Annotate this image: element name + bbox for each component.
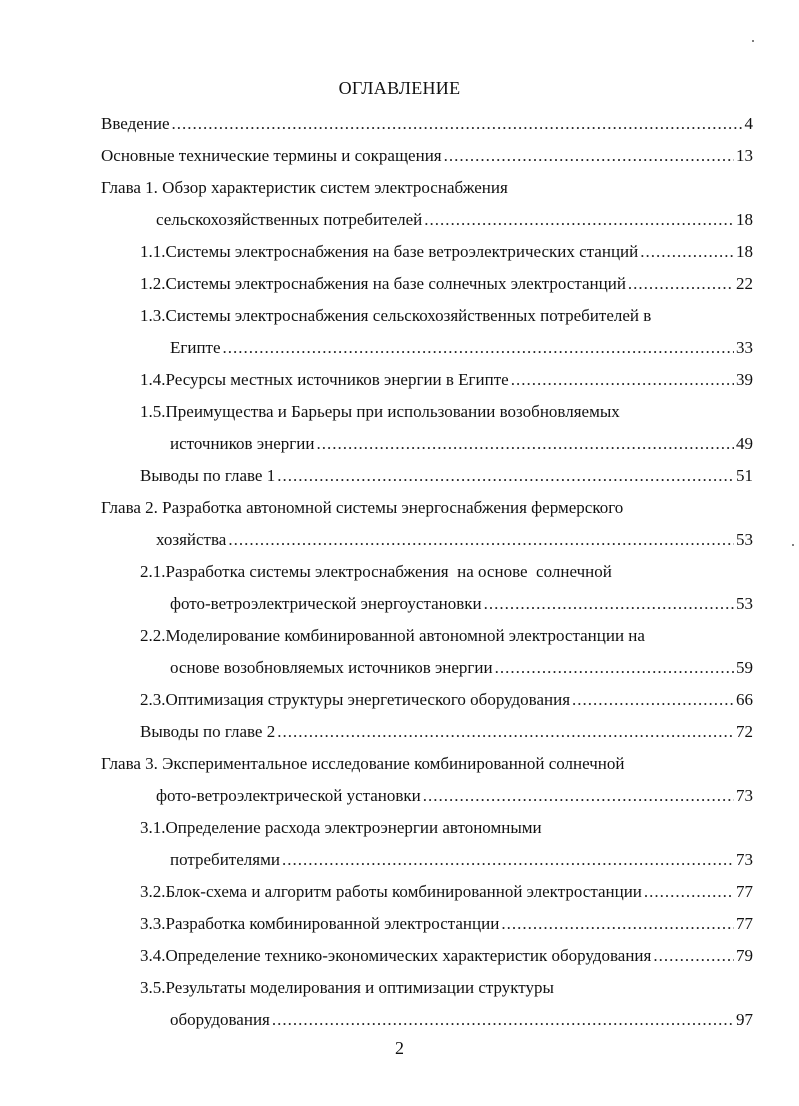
toc-chapter-2-title[interactable] [101,498,623,518]
toc-section-2-3[interactable] [140,690,753,710]
toc-page-number: 72 [736,722,753,741]
leader-dots [501,914,734,934]
toc-page-number: 18 [736,210,753,229]
scan-speck [792,544,794,546]
toc-entry-label: 1.4.Ресурсы местных источников энергии в Египте [140,370,509,389]
toc-section-3-5[interactable] [170,1010,753,1030]
toc-page-number: 59 [736,658,753,677]
toc-conclusions-2[interactable] [140,722,753,742]
leader-dots [644,882,734,902]
toc-section-1-4[interactable] [140,370,753,390]
toc-entry-label: 2.2.Моделирование комбинированной автономной электростанции на [140,626,645,645]
toc-chapter-3[interactable] [156,786,753,806]
leader-dots [228,530,734,550]
leader-dots [640,242,734,262]
toc-entry-label: 3.5.Результаты моделирования и оптимизации структуры [140,978,554,997]
toc-section-2-2[interactable] [170,658,753,678]
leader-dots [223,338,734,358]
toc-entry-label: 3.4.Определение технико-экономических характеристик оборудования [140,946,652,965]
leader-dots [484,594,734,614]
toc-section-3-3[interactable] [140,914,753,934]
toc-entry-label: Выводы по главе 1 [140,466,276,485]
toc-page-number: 4 [744,114,753,133]
toc-entry-label: 2.3.Оптимизация структуры энергетического оборудования [140,690,571,709]
toc-page-number: 33 [736,338,753,357]
toc-section-3-1[interactable] [170,850,753,870]
page-number: 2 [395,1038,404,1058]
toc-entry-label: сельскохозяйственных потребителей [156,210,423,229]
toc-entry-label: 2.1.Разработка системы электроснабжения на основе солнечной [140,562,612,581]
toc-section-2-2-title[interactable] [140,626,645,646]
toc-page-number: 51 [736,466,753,485]
toc-section-3-2[interactable] [140,882,753,902]
leader-dots [511,370,734,390]
leader-dots [424,210,734,230]
toc-page-number: 39 [736,370,753,389]
toc-entry-label: 3.1.Определение расхода электроэнергии автономными [140,818,542,837]
toc-section-3-4[interactable] [140,946,753,966]
leader-dots [495,658,734,678]
toc-page-number: 53 [736,594,753,613]
toc-entry-terms[interactable] [101,146,753,166]
leader-dots [172,114,743,134]
leader-dots [282,850,734,870]
toc-section-1-3[interactable] [170,338,753,358]
leader-dots [272,1010,734,1030]
toc-entry-label: 1.5.Преимущества и Барьеры при использовании возобновляемых [140,402,620,421]
toc-chapter-1-title[interactable] [101,178,508,198]
leader-dots [628,274,734,294]
toc-entry-label: Выводы по главе 2 [140,722,276,741]
toc-section-2-1[interactable] [170,594,753,614]
toc-chapter-2[interactable] [156,530,753,550]
toc-page-number: 22 [736,274,753,293]
toc-entry-label: Глава 3. Экспериментальное исследование комбинированной солнечной [101,754,625,773]
scan-speck [752,40,754,42]
toc-entry-label: фото-ветроэлектрической установки [156,786,421,805]
toc-page-number: 77 [736,914,753,933]
leader-dots [316,434,734,454]
toc-entry-label: источников энергии [170,434,315,453]
toc-entry-label: Египте [170,338,221,357]
leader-dots [423,786,734,806]
toc-section-1-5[interactable] [170,434,753,454]
leader-dots [572,690,734,710]
toc-chapter-1[interactable] [156,210,753,230]
toc-entry-label: фото-ветроэлектрической энергоустановки [170,594,482,613]
toc-entry-label: Глава 2. Разработка автономной системы энергоснабжения фермерского [101,498,624,517]
toc-section-2-1-title[interactable] [140,562,612,582]
toc-page-number: 18 [736,242,753,261]
leader-dots [277,722,734,742]
toc-section-1-3-title[interactable] [140,306,651,326]
toc-page-number: 13 [736,146,753,165]
toc-chapter-3-title[interactable] [101,754,625,774]
toc-section-3-1-title[interactable] [140,818,542,838]
toc-entry-label: 3.3.Разработка комбинированной электростанции [140,914,500,933]
toc-entry-label: потребителями [170,850,280,869]
toc-entry-label: 1.2.Системы электроснабжения на базе солнечных электростанций [140,274,626,293]
toc-entry-label: Основные технические термины и сокращения [101,146,442,165]
toc-page-number: 73 [736,786,753,805]
toc-page-number: 66 [736,690,753,709]
toc-page-number: 79 [736,946,753,965]
toc-page-number: 77 [736,882,753,901]
toc-section-1-2[interactable] [140,274,753,294]
leader-dots [653,946,734,966]
toc-page-number: 53 [736,530,753,549]
toc-page-number: 97 [736,1010,753,1029]
toc-entry-label: 1.3.Системы электроснабжения сельскохозяйственных потребителей в [140,306,652,325]
page-title: ОГЛАВЛЕНИЕ [338,78,461,98]
toc-entry-intro[interactable] [101,114,753,134]
toc-entry-label: 3.2.Блок-схема и алгоритм работы комбинированной электростанции [140,882,642,901]
toc-entry-label: основе возобновляемых источников энергии [170,658,493,677]
toc-entry-label: Глава 1. Обзор характеристик систем электроснабжения [101,178,508,197]
toc-section-3-5-title[interactable] [140,978,554,998]
toc-page-number: 49 [736,434,753,453]
toc-section-1-5-title[interactable] [140,402,620,422]
leader-dots [277,466,734,486]
toc-conclusions-1[interactable] [140,466,753,486]
toc-entry-label: Введение [101,114,170,133]
toc-entry-label: 1.1.Системы электроснабжения на базе ветроэлектрических станций [140,242,639,261]
toc-entry-label: хозяйства [156,530,227,549]
toc-section-1-1[interactable] [140,242,753,262]
toc-entry-label: оборудования [170,1010,270,1029]
leader-dots [444,146,734,166]
toc-page-number: 73 [736,850,753,869]
